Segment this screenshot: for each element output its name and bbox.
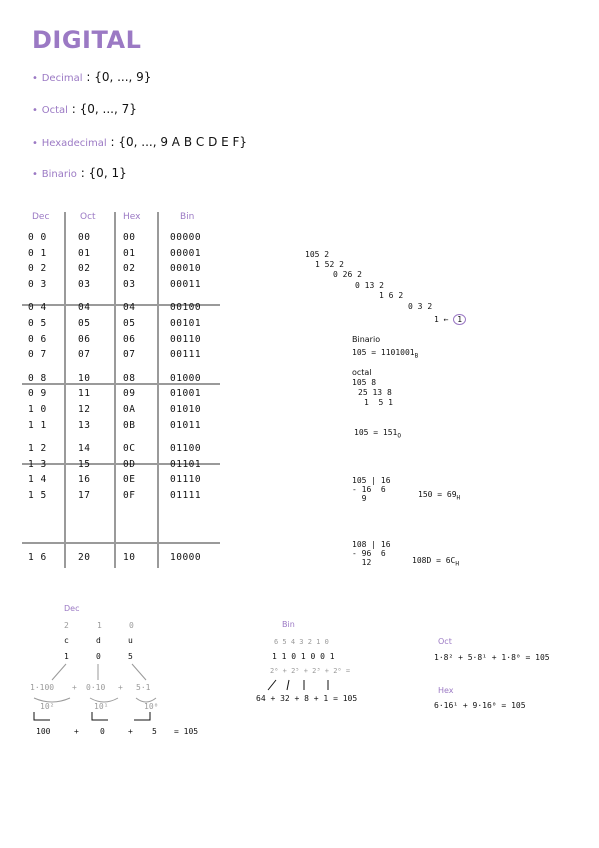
dec-position: 0 <box>129 621 134 630</box>
oct-cell: 07 <box>78 349 91 361</box>
set-label: Binario <box>41 169 77 180</box>
dec-place-name: u <box>128 636 133 645</box>
dec-power: 10⁰ <box>144 702 159 711</box>
dec-digit: 0 <box>96 652 101 661</box>
hex-cell: 04 <box>123 302 136 314</box>
bin-cell: 01010 <box>170 404 202 415</box>
remainder: 1 <box>379 291 384 300</box>
dec-plus: + <box>118 683 123 692</box>
hex-label: Hex <box>438 686 454 695</box>
div-step: 1 ← 1 <box>434 315 466 324</box>
oct-cell: 06 <box>78 333 91 345</box>
dec-cell: 0 8 <box>28 372 47 384</box>
dividend: 52 <box>324 260 335 269</box>
bin-cell: 00011 <box>170 278 202 290</box>
bin-cell: 01011 <box>170 419 202 431</box>
hex-division-1: 105 | 16 - 16 6 9 <box>352 476 391 503</box>
binary-result: $105 = 1101001_B$ <box>352 348 419 360</box>
set-label: Decimal <box>41 73 83 84</box>
dec-cell: 0 2 <box>28 263 47 275</box>
hex-division-2: 108 | 16 - 96 6 12 <box>352 540 391 567</box>
oct-cell: 10 <box>78 372 91 384</box>
bullet-icon: • <box>32 73 38 84</box>
hex-cell: 0E <box>123 474 136 486</box>
hex-result-1: $150 = 69_H$ <box>418 490 461 502</box>
header-dec: Dec <box>32 212 50 222</box>
bin-sum: 64 + 32 + 8 + 1 = 105 <box>256 694 358 703</box>
dec-power: 10² <box>40 702 55 711</box>
bullet-icon: • <box>32 138 38 149</box>
bin-cell: 00010 <box>170 263 202 275</box>
oct-cell: 17 <box>78 490 91 501</box>
hex-result-2: $108D = 6C_H$ <box>412 556 459 568</box>
hex-cell: 08 <box>123 372 136 384</box>
dec-cell: 1 5 <box>28 490 47 501</box>
octal-division: 105 8 <box>352 378 377 387</box>
oct-cell: 13 <box>78 419 91 431</box>
last-quotient: 1 <box>453 314 466 325</box>
divisor: 2 <box>427 302 433 311</box>
hex-cell: 0A <box>123 404 136 415</box>
set-value: : {0, ..., 9 A B C D E F} <box>110 135 248 149</box>
hex-cell: 0D <box>123 458 136 470</box>
octal-result: $105 = 151_O$ <box>354 428 401 440</box>
dec-cell: 0 9 <box>28 388 47 400</box>
dec-term: 0·10 <box>86 683 106 692</box>
hex-cell: 01 <box>123 247 136 259</box>
dec-sum-plus: + <box>128 727 133 736</box>
header-hex: Hex <box>123 212 141 222</box>
dec-sum-plus: + <box>74 727 79 736</box>
hex-cell: 09 <box>123 388 136 400</box>
hex-cell: 00 <box>123 232 136 243</box>
divisor: 2 <box>379 281 384 290</box>
dec-power: 10¹ <box>94 702 109 711</box>
dec-cell: 1 0 <box>28 404 47 415</box>
dec-sum-result: = 105 <box>174 727 199 736</box>
oct-cell: 16 <box>78 474 91 486</box>
dec-cell: 1 2 <box>28 443 47 455</box>
dec-digit: 1 <box>64 652 69 661</box>
dec-digit: 5 <box>128 652 133 661</box>
dec-place-name: d <box>96 636 101 645</box>
dividend: 26 <box>342 270 353 279</box>
dec-cell: 0 1 <box>28 247 47 259</box>
bin-label: Bin <box>282 620 295 629</box>
octal-division: 25 13 8 <box>358 388 392 397</box>
bin-cell: 01110 <box>170 474 202 486</box>
remainder: 1 <box>434 315 439 324</box>
dec-plus: + <box>72 683 77 692</box>
dividend: 13 <box>364 281 375 290</box>
oct-cell: 14 <box>78 443 91 455</box>
bin-cell: 01111 <box>170 490 202 501</box>
divisor: 2 <box>339 260 344 269</box>
oct-label: Oct <box>438 637 452 646</box>
hex-cell: 0F <box>123 490 136 501</box>
remainder: 0 <box>355 281 360 290</box>
bin-cell: 00100 <box>170 302 202 314</box>
divisor: 2 <box>398 291 404 300</box>
remainder: 0 <box>333 270 338 279</box>
header-bin: Bin <box>180 212 195 222</box>
oct-cell: 15 <box>78 458 91 470</box>
bin-cell: 00110 <box>170 333 202 345</box>
bin-cell: 00001 <box>170 247 202 259</box>
hex-expression: 6·16¹ + 9·16⁰ = 105 <box>434 701 526 710</box>
dec-sum-term: 5 <box>152 727 157 736</box>
dec-cell: 1 4 <box>28 474 47 486</box>
divisor: 2 <box>357 270 362 279</box>
set-value: : {0, ..., 7} <box>71 102 137 116</box>
remainder: 1 <box>315 260 320 269</box>
hex-cell: 0B <box>123 419 136 431</box>
oct-cell: 11 <box>78 388 91 400</box>
dec-cell: 0 5 <box>28 318 47 329</box>
oct-cell: 02 <box>78 263 91 275</box>
dividend: 3 <box>417 302 423 311</box>
bin-cell: 01001 <box>170 388 202 400</box>
bin-cell: 00000 <box>170 232 202 243</box>
dec-cell: 0 4 <box>28 302 47 314</box>
dec-cell: 0 3 <box>28 278 47 290</box>
oct-cell: 20 <box>78 552 91 563</box>
dec-position: 1 <box>97 621 102 630</box>
dec-cell: 1 3 <box>28 458 47 470</box>
dec-label: Dec <box>64 604 80 613</box>
hex-cell: 0C <box>123 443 136 455</box>
set-value: : {0, 1} <box>80 166 127 180</box>
oct-cell: 05 <box>78 318 91 329</box>
bin-digits: 1 1 0 1 0 0 1 <box>272 652 335 661</box>
oct-cell: 04 <box>78 302 91 314</box>
divisor: 2 <box>324 250 330 259</box>
hex-cell: 10 <box>123 552 136 563</box>
bin-powers: 2⁶ + 2⁵ + 2³ + 2⁰ = <box>270 667 351 675</box>
remainder: 0 <box>408 302 413 311</box>
hex-cell: 02 <box>123 263 136 275</box>
dec-place-name: c <box>64 636 69 645</box>
hex-cell: 05 <box>123 318 136 329</box>
page-title: DIGITAL <box>32 26 142 54</box>
dec-cell: 0 6 <box>28 333 47 345</box>
dividend: 105 <box>305 250 320 259</box>
bin-cell: 01100 <box>170 443 202 455</box>
hex-cell: 07 <box>123 349 136 361</box>
hex-cell: 06 <box>123 333 136 345</box>
bin-cell: 01101 <box>170 458 202 470</box>
set-label: Octal <box>41 105 68 116</box>
hex-cell: 03 <box>123 278 136 290</box>
dec-cell: 1 1 <box>28 419 47 431</box>
dividend: 6 <box>388 291 394 300</box>
oct-cell: 03 <box>78 278 91 290</box>
bin-positions: 6 5 4 3 2 1 0 <box>274 638 329 646</box>
set-label: Hexadecimal <box>41 138 107 149</box>
binary-label: Binario <box>352 335 381 344</box>
oct-cell: 00 <box>78 232 91 243</box>
dec-term: 1·100 <box>30 683 55 692</box>
header-oct: Oct <box>80 212 96 222</box>
dec-cell: 1 6 <box>28 552 47 563</box>
bin-cell: 00101 <box>170 318 202 329</box>
bin-cell: 10000 <box>170 552 202 563</box>
oct-cell: 12 <box>78 404 91 415</box>
octal-label: octal <box>352 368 372 377</box>
bullet-icon: • <box>32 169 38 180</box>
set-value: : {0, ..., 9} <box>86 70 152 84</box>
dec-term: 5·1 <box>136 683 151 692</box>
oct-expression: 1·8² + 5·8¹ + 1·8⁰ = 105 <box>434 653 550 662</box>
dec-cell: 0 0 <box>28 232 47 243</box>
octal-division: 1 5 1 <box>364 398 393 407</box>
dec-sum-term: 100 <box>36 727 51 736</box>
oct-cell: 01 <box>78 247 91 259</box>
dec-position: 2 <box>64 621 69 630</box>
bullet-icon: • <box>32 105 38 116</box>
dec-cell: 0 7 <box>28 349 47 361</box>
dec-sum-term: 0 <box>100 727 105 736</box>
bin-cell: 00111 <box>170 349 202 361</box>
bin-cell: 01000 <box>170 372 202 384</box>
